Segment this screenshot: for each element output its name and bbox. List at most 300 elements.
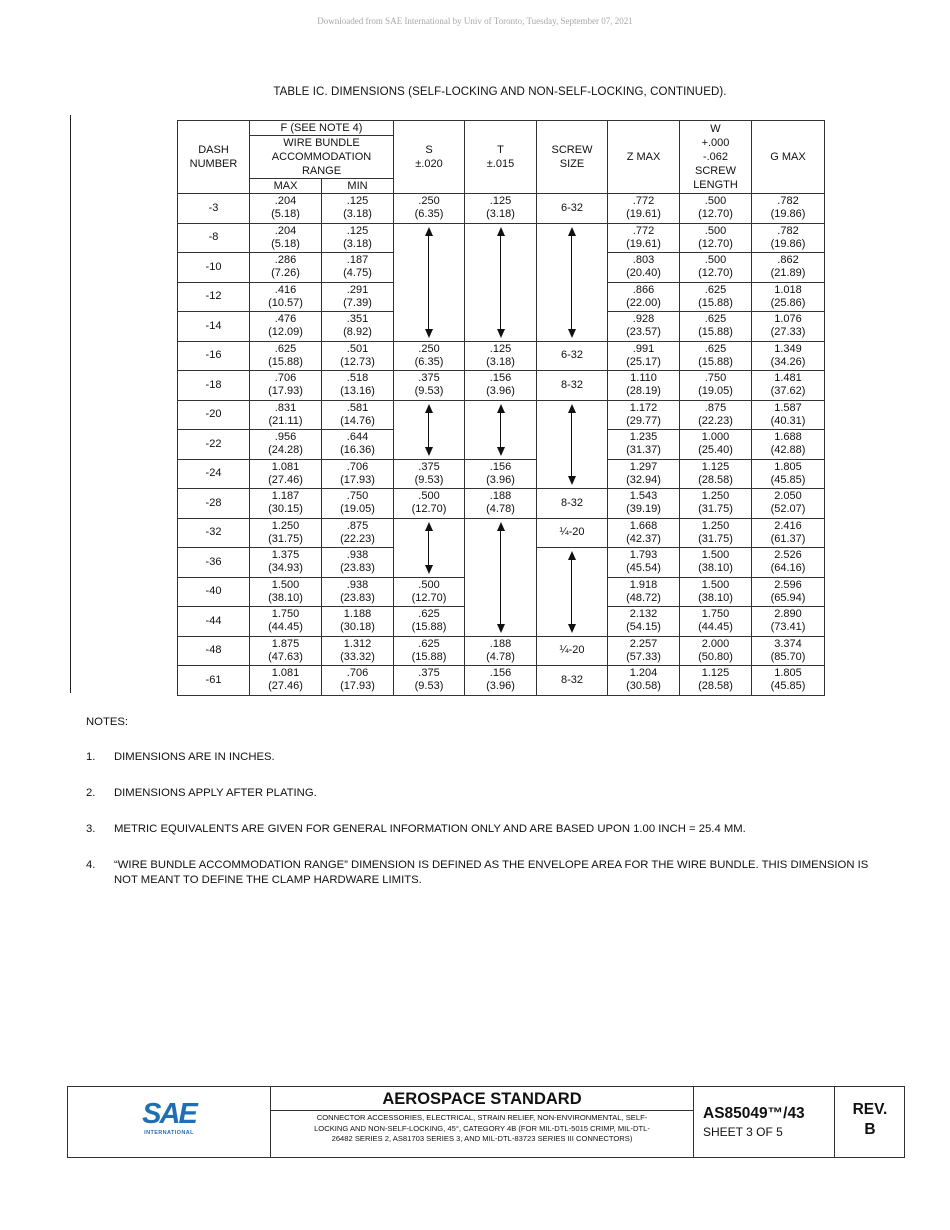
value-mm: (57.33) [626,650,661,663]
cell-min [322,518,394,548]
cell-w [680,577,752,607]
cell-max [250,282,322,312]
cell-g [752,341,825,371]
cell-w [680,400,752,430]
header-w-screw-length: W +.000 -.062 SCREW LENGTH [680,121,752,194]
value-mm: (7.26) [271,267,300,280]
note-text: METRIC EQUIVALENTS ARE GIVEN FOR GENERAL INFORMATION ONLY AND ARE BASED UPON 1.00 INCH = 25.4 MM. [114,823,746,835]
cell-w [680,548,752,578]
value-inch: 2.257 [629,637,658,650]
value-mm: (23.83) [340,591,375,604]
document-number: AS85049™/43 [703,1105,805,1122]
value-inch: .500 [704,195,727,208]
header-t: T ±.015 [465,121,537,194]
value-mm: (45.85) [770,680,806,693]
cell-screw-arrow [537,607,608,637]
value-mm: (85.70) [770,650,806,663]
value-inch: .875 [704,401,727,414]
value-mm: (42.37) [626,532,661,545]
value-mm: (4.78) [486,503,515,516]
value-mm: (15.88) [698,355,733,368]
value-inch: 1.250 [701,490,730,503]
cell-dash: -10 [178,253,250,283]
value-inch: .956 [274,431,297,444]
value-mm: (9.53) [414,473,444,486]
cell-g [752,253,825,283]
span-arrow-line [571,253,572,283]
cell-min [322,223,394,253]
cell-z [608,400,680,430]
value-inch: .351 [346,313,369,326]
cell-min [322,607,394,637]
cell-dash: -28 [178,489,250,519]
cell-g [752,400,825,430]
cell-w [680,607,752,637]
table-row [178,577,825,607]
span-arrow-line [571,282,572,312]
table-row [178,607,825,637]
cell-w [680,666,752,696]
value-mm: (44.45) [698,621,733,634]
value-inch: .500 [418,578,440,591]
value-inch: .772 [632,224,655,237]
cell-z [608,430,680,460]
value-inch: 1.110 [630,372,657,385]
cell-max [250,430,322,460]
cell-s [394,489,465,519]
value-mm: (47.63) [268,650,303,663]
cell-max [250,253,322,283]
header-g-max: G MAX [752,121,825,194]
header-f-min: MIN [322,179,394,194]
cell-s-arrow [394,253,465,283]
value-inch: .875 [346,519,369,532]
cell-g [752,607,825,637]
cell-screw-arrow [537,253,608,283]
value-inch: 1.587 [774,401,802,414]
cell-screw: 6-32 [537,194,608,224]
value-inch: .250 [418,195,440,208]
value-mm: (28.19) [626,385,661,398]
cell-screw: 6-32 [537,341,608,371]
value-inch: .581 [346,401,369,414]
value-mm: (8.92) [343,326,372,339]
cell-g [752,282,825,312]
cell-z [608,459,680,489]
value-mm: (15.88) [411,621,447,634]
value-inch: .750 [346,490,369,503]
value-inch: 2.132 [629,608,658,621]
value-mm: (38.10) [698,591,733,604]
cell-g [752,371,825,401]
arrow-down-icon [497,624,505,633]
cell-z [608,253,680,283]
value-mm: (19.61) [626,237,661,250]
cell-t-arrow [465,607,537,637]
arrow-down-icon [497,447,505,456]
cell-t [465,636,537,666]
value-mm: (48.72) [626,591,661,604]
standard-title-cell [271,1087,694,1157]
cell-dash: -16 [178,341,250,371]
value-inch: 1.918 [629,578,658,591]
value-mm: (3.18) [343,208,372,221]
cell-max [250,489,322,519]
value-inch: 1.250 [271,519,300,532]
note-item [86,786,886,801]
arrow-up-icon [568,227,576,236]
value-mm: (30.15) [268,503,303,516]
cell-w [680,312,752,342]
value-mm: (31.75) [698,532,733,545]
value-mm: (25.86) [770,296,806,309]
value-inch: 1.688 [774,431,802,444]
value-inch: 1.750 [271,608,300,621]
cell-screw-arrow [537,459,608,489]
cell-max [250,518,322,548]
value-inch: .831 [274,401,297,414]
value-inch: .866 [632,283,655,296]
cell-w [680,341,752,371]
value-inch: 1.018 [774,283,802,296]
value-mm: (22.23) [340,532,375,545]
cell-screw-arrow [537,577,608,607]
value-mm: (19.61) [626,208,661,221]
header-dash-number: DASH NUMBER [178,121,250,194]
value-mm: (9.53) [414,680,444,693]
header-s: S ±.020 [394,121,465,194]
value-inch: .501 [346,342,369,355]
cell-s-arrow [394,312,465,342]
value-mm: (21.11) [268,414,303,427]
cell-w [680,518,752,548]
cell-max [250,371,322,401]
value-inch: 2.890 [774,608,802,621]
span-arrow-line [500,548,501,578]
value-inch: .500 [704,224,727,237]
value-inch: 1.668 [629,519,658,532]
cell-dash: -32 [178,518,250,548]
cell-w [680,459,752,489]
cell-max [250,312,322,342]
value-mm: (23.83) [340,562,375,575]
value-mm: (39.19) [626,503,661,516]
note-item [86,750,886,765]
sae-logo [136,1099,202,1136]
span-arrow-line [571,577,572,607]
arrow-down-icon [568,476,576,485]
value-inch: 1.000 [701,431,730,444]
cell-t-arrow [465,223,537,253]
value-mm: (3.96) [486,680,515,693]
value-inch: 1.500 [701,578,730,591]
cell-max [250,577,322,607]
table-row [178,489,825,519]
table-row [178,459,825,489]
cell-w [680,253,752,283]
cell-max [250,666,322,696]
value-inch: 1.076 [774,313,802,326]
value-inch: .156 [489,372,512,385]
value-mm: (30.18) [340,621,375,634]
value-mm: (38.10) [268,591,303,604]
value-mm: (3.96) [486,473,515,486]
table-row [178,400,825,430]
value-mm: (28.58) [698,680,733,693]
cell-z [608,194,680,224]
sheet-number: SHEET 3 OF 5 [703,1125,783,1139]
value-mm: (12.70) [698,267,733,280]
value-mm: (37.62) [770,385,806,398]
cell-min [322,194,394,224]
cell-screw-arrow [537,430,608,460]
cell-z [608,666,680,696]
value-mm: (61.37) [770,532,806,545]
arrow-down-icon [425,447,433,456]
value-inch: .644 [346,431,369,444]
change-bar [70,115,71,693]
arrow-down-icon [568,624,576,633]
value-inch: .500 [418,490,440,503]
cell-min [322,312,394,342]
value-inch: 1.250 [701,519,730,532]
value-inch: .375 [418,460,440,473]
arrow-down-icon [568,329,576,338]
value-inch: .375 [418,372,440,385]
value-mm: (25.17) [626,355,661,368]
value-mm: (15.88) [268,355,303,368]
value-inch: 1.297 [629,460,658,473]
cell-t [465,459,537,489]
value-mm: (44.45) [268,621,303,634]
value-mm: (19.05) [340,503,375,516]
cell-min [322,400,394,430]
arrow-up-icon [497,404,505,413]
cell-s-arrow [394,430,465,460]
cell-t [465,194,537,224]
cell-w [680,194,752,224]
value-inch: 1.125 [701,460,730,473]
cell-max [250,636,322,666]
value-mm: (6.35) [414,355,444,368]
value-inch: .625 [418,608,440,621]
arrow-up-icon [425,404,433,413]
cell-t-arrow [465,253,537,283]
revision-cell [835,1087,905,1157]
document-number-cell [694,1087,835,1157]
cell-g [752,518,825,548]
arrow-up-icon [568,404,576,413]
cell-min [322,253,394,283]
arrow-up-icon [497,227,505,236]
cell-z [608,223,680,253]
table-row [178,253,825,283]
cell-dash: -40 [178,577,250,607]
notes-section [86,716,886,909]
value-mm: (64.16) [770,562,806,575]
cell-w [680,430,752,460]
cell-min [322,577,394,607]
cell-t-arrow [465,312,537,342]
table-title: TABLE IC. DIMENSIONS (SELF-LOCKING AND NON-SELF-LOCKING, CONTINUED). [273,86,727,98]
value-inch: 1.235 [629,431,658,444]
cell-dash: -24 [178,459,250,489]
value-mm: (52.07) [770,503,806,516]
value-inch: 1.500 [271,578,300,591]
value-inch: 1.081 [271,667,300,680]
value-mm: (45.85) [770,473,806,486]
value-mm: (38.10) [698,562,733,575]
value-inch: .204 [274,224,297,237]
arrow-up-icon [425,227,433,236]
value-inch: .291 [346,283,369,296]
value-mm: (5.18) [271,208,300,221]
value-mm: (30.58) [626,680,661,693]
arrow-down-icon [425,565,433,574]
value-inch: .706 [274,372,297,385]
cell-s-arrow [394,400,465,430]
cell-max [250,400,322,430]
value-inch: .625 [704,313,727,326]
span-arrow-line [500,282,501,312]
cell-dash: -20 [178,400,250,430]
value-mm: (28.58) [698,473,733,486]
header-screw-size: SCREW SIZE [537,121,608,194]
value-mm: (12.09) [268,326,303,339]
cell-dash: -44 [178,607,250,637]
value-mm: (50.80) [698,650,733,663]
value-inch: 2.050 [774,490,802,503]
value-inch: 2.000 [701,637,730,650]
value-inch: .476 [274,313,297,326]
value-inch: .204 [274,195,297,208]
arrow-up-icon [425,522,433,531]
cell-g [752,312,825,342]
value-inch: .928 [632,313,655,326]
cell-dash: -48 [178,636,250,666]
value-mm: (27.46) [268,473,303,486]
cell-g [752,223,825,253]
value-mm: (31.37) [626,444,661,457]
value-inch: .772 [632,195,655,208]
table-row [178,430,825,460]
value-mm: (15.88) [411,650,447,663]
cell-screw: ¼-20 [537,636,608,666]
value-inch: .862 [777,254,799,267]
cell-t-arrow [465,282,537,312]
value-mm: (21.89) [770,267,806,280]
value-mm: (65.94) [770,591,806,604]
cell-g [752,666,825,696]
cell-s-arrow [394,223,465,253]
cell-screw-arrow [537,548,608,578]
title-block [67,1086,905,1158]
table-row [178,194,825,224]
revision-value: B [864,1121,876,1138]
value-inch: 1.172 [629,401,658,414]
cell-screw-arrow [537,400,608,430]
cell-min [322,282,394,312]
revision-label: REV. [852,1101,888,1118]
cell-min [322,636,394,666]
value-inch: .187 [346,254,369,267]
standard-description: CONNECTOR ACCESSORIES, ELECTRICAL, STRAIN RELIEF, NON-ENVIRONMENTAL, SELF-LOCKING AND NON-SELF-LOCKING, 45°, CATEGORY 4B (FOR MIL-DTL-5015 CRIMP, MIL-DTL-26482 SERIES 2, AS81703 SERIES 3, AND MIL-DTL-83723 SERIES III CONNECTORS) [314,1113,650,1143]
value-inch: 1.349 [774,342,802,355]
note-item [86,822,886,837]
header-f-max: MAX [250,179,322,194]
value-inch: .782 [777,224,799,237]
cell-t [465,371,537,401]
cell-g [752,548,825,578]
cell-screw: ¼-20 [537,518,608,548]
value-inch: .938 [346,549,369,562]
value-mm: (54.15) [626,621,661,634]
value-inch: 1.805 [774,667,802,680]
value-mm: (23.57) [626,326,661,339]
value-mm: (12.70) [411,503,447,516]
value-inch: .156 [489,460,512,473]
value-inch: 3.374 [774,637,802,650]
cell-z [608,312,680,342]
value-mm: (29.77) [626,414,661,427]
logo-cell [68,1087,271,1157]
cell-z [608,282,680,312]
value-inch: .991 [632,342,655,355]
note-item [86,858,886,888]
value-inch: 1.543 [629,490,658,503]
value-mm: (45.54) [626,562,661,575]
span-arrow-line [428,253,429,283]
cell-min [322,430,394,460]
value-inch: .125 [346,195,369,208]
value-mm: (73.41) [770,621,806,634]
cell-t [465,489,537,519]
cell-min [322,371,394,401]
table-row [178,223,825,253]
value-mm: (20.40) [626,267,661,280]
cell-max [250,341,322,371]
value-mm: (34.26) [770,355,806,368]
arrow-down-icon [425,329,433,338]
value-inch: 1.204 [629,667,658,680]
note-number: 3. [86,823,96,835]
cell-s [394,341,465,371]
value-mm: (19.86) [770,237,806,250]
value-mm: (3.18) [343,237,372,250]
note-text: “WIRE BUNDLE ACCOMMODATION RANGE” DIMENSION IS DEFINED AS THE ENVELOPE AREA FOR THE WIRE BUNDLE. THIS DIMENSION IS NOT MEANT TO DEFINE THE CLAMP HARDWARE LIMITS. [114,859,869,886]
cell-z [608,341,680,371]
cell-w [680,489,752,519]
value-mm: (14.76) [340,414,375,427]
value-inch: .375 [418,667,440,680]
value-inch: 1.750 [701,608,730,621]
value-mm: (17.93) [340,680,375,693]
table-row [178,636,825,666]
value-inch: 1.875 [271,637,300,650]
value-mm: (25.40) [698,444,733,457]
cell-screw: 8-32 [537,489,608,519]
value-mm: (4.78) [486,650,515,663]
value-inch: 2.416 [774,519,802,532]
standard-heading: AEROSPACE STANDARD [271,1087,693,1111]
value-inch: .125 [346,224,369,237]
value-mm: (31.75) [268,532,303,545]
cell-min [322,341,394,371]
value-mm: (9.53) [414,385,444,398]
dimensions-table [177,120,825,696]
cell-w [680,371,752,401]
value-mm: (31.75) [698,503,733,516]
